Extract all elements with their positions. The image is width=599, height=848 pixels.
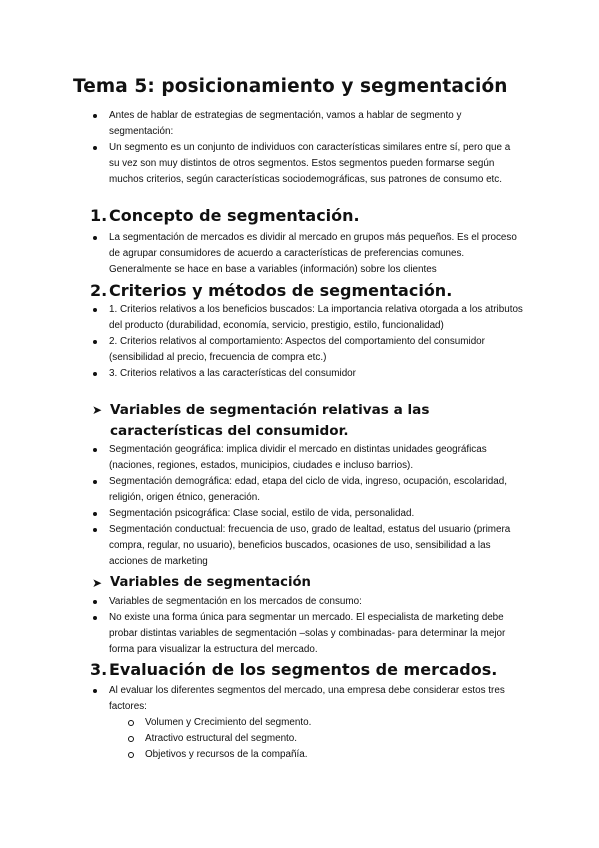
section-title: Concepto de segmentación.: [109, 206, 360, 225]
list-item: 1. Criterios relativos a los beneficios buscados: La importancia relativa otorgada a los atributos del producto (durabilidad, economía, servicio, prestigio, estilo, funcionalidad): [92, 302, 532, 334]
list-item: 3. Criterios relativos a las características del consumidor: [92, 366, 532, 382]
arrow-bullet-icon: ➤: [92, 576, 103, 590]
sub-list-item: Atractivo estructural del segmento.: [127, 731, 447, 747]
sub-list-item: Objetivos y recursos de la compañía.: [127, 747, 447, 763]
section-title: Criterios y métodos de segmentación.: [109, 281, 453, 300]
list-item: Segmentación demográfica: edad, etapa del ciclo de vida, ingreso, ocupación, escolaridad, religión, origen étnico, generación.: [92, 474, 517, 506]
section-1-list: [92, 230, 527, 278]
section-3-list: [92, 683, 512, 715]
list-item: Antes de hablar de estrategias de segmentación, vamos a hablar de segmento y segmentación:: [92, 108, 512, 140]
section-3-heading: [90, 660, 497, 679]
section-number: 1.: [90, 206, 108, 225]
list-item: La segmentación de mercados es dividir al mercado en grupos más pequeños. Es el proceso de agrupar consumidores de acuerdo a características de preferencias comunes. Generalmente se hace en base a variables (información) sobre los clientes: [92, 230, 527, 278]
section-2-list: [92, 302, 532, 382]
list-item: No existe una forma única para segmentar un mercado. El especialista de marketing debe probar distintas variables de segmentación –solas y combinadas- para determinar la mejor forma para visualizar la estructura del mercado.: [92, 610, 522, 658]
list-item: 2. Criterios relativos al comportamiento: Aspectos del comportamiento del consumidor (sensibilidad al precio, frecuencia de compra etc.): [92, 334, 532, 366]
section-number: 2.: [90, 281, 108, 300]
section-number: 3.: [90, 660, 108, 679]
section-1-heading: [90, 206, 360, 225]
section-3-sublist: [127, 715, 447, 763]
consumer-variables-list: [92, 442, 517, 570]
section-2-heading: [90, 281, 452, 300]
list-item: Variables de segmentación en los mercados de consumo:: [92, 594, 522, 610]
subheading-consumer-variables: ➤ Variables de segmentación relativas a las características del consumidor.: [92, 402, 430, 439]
sub-list-item: Volumen y Crecimiento del segmento.: [127, 715, 447, 731]
list-item: Un segmento es un conjunto de individuos con características similares entre sí, pero que a su vez son muy distintos de otros segmentos. Estos segmentos pueden formarse según muchos criterios, según características sociodemográficas, sus patrones de consumo etc.: [92, 140, 512, 188]
segmentation-variables-list: [92, 594, 522, 658]
intro-list: [92, 108, 512, 188]
list-item: Segmentación conductual: frecuencia de uso, grado de lealtad, estatus del usuario (primera compra, regular, no usuario), beneficios buscados, ocasiones de uso, sensibilidad a las acciones de marketing: [92, 522, 517, 570]
section-title: Evaluación de los segmentos de mercados.: [109, 660, 498, 679]
arrow-bullet-icon: ➤: [92, 403, 103, 417]
subheading-segmentation-variables: ➤ Variables de segmentación: [92, 573, 500, 593]
list-item: Segmentación psicográfica: Clase social, estilo de vida, personalidad.: [92, 506, 517, 522]
list-item: Al evaluar los diferentes segmentos del mercado, una empresa debe considerar estos tres factores:: [92, 683, 512, 715]
page-title: Tema 5: posicionamiento y segmentación: [73, 76, 508, 97]
list-item: Segmentación geográfica: implica dividir el mercado en distintas unidades geográficas (naciones, regiones, estados, municipios, ciudades e incluso barrios).: [92, 442, 517, 474]
